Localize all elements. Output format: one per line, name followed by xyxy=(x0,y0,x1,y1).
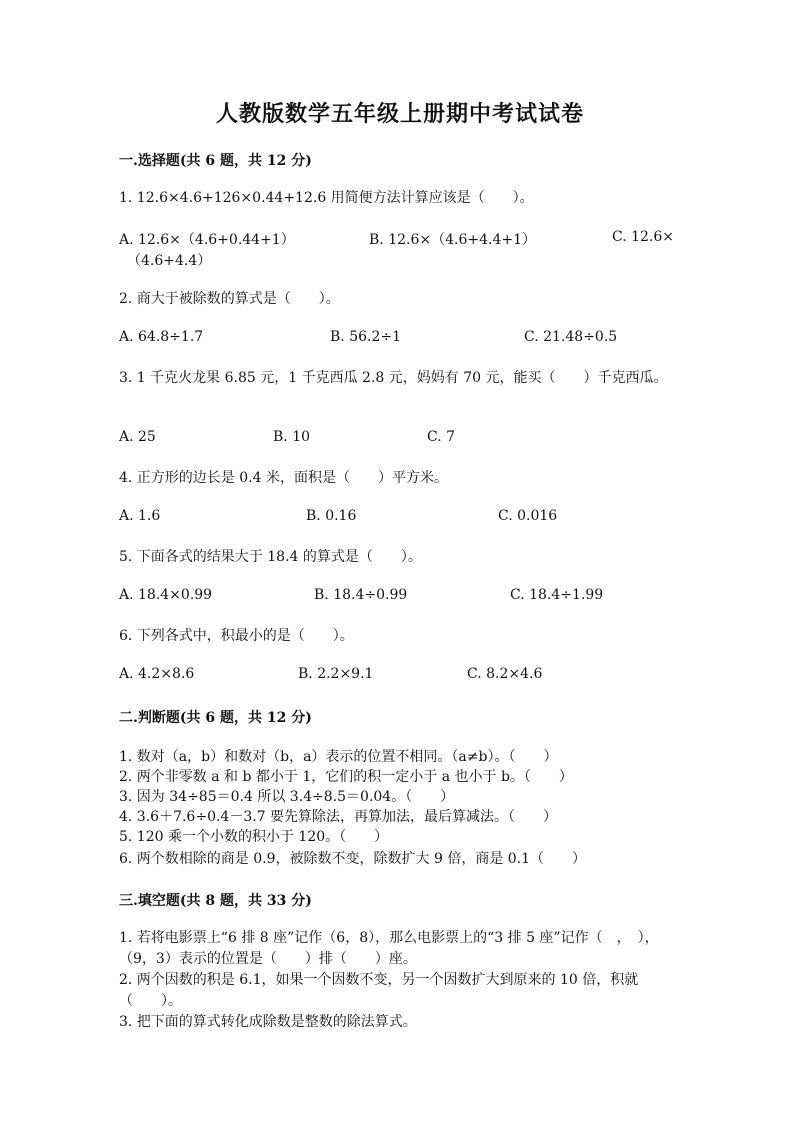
judgement-item: 4. 3.6＋7.6÷0.4－3.7 要先算除法，再算加法，最后算减法。（ ） xyxy=(119,809,558,825)
option-c: C. 21.48÷0.5 xyxy=(524,329,618,345)
option-a: A. 25 xyxy=(119,429,156,445)
section-header-fill-blank: 三.填空题(共 8 题，共 33 分) xyxy=(119,893,312,909)
option-a: A. 64.8÷1.7 xyxy=(119,329,204,345)
option-c: C. 7 xyxy=(427,429,456,445)
section-header-choice: 一.选择题(共 6 题，共 12 分) xyxy=(119,153,312,169)
option-b: B. 56.2÷1 xyxy=(330,329,401,345)
option-b: B. 12.6×（4.6+4.4+1） xyxy=(369,232,536,248)
option-c: C. 12.6× xyxy=(612,229,675,245)
question-text: 4. 正方形的边长是 0.4 米，面积是（ ）平方米。 xyxy=(119,470,448,486)
option-c: C. 0.016 xyxy=(498,508,558,524)
option-c: C. 18.4÷1.99 xyxy=(510,587,604,603)
question-text: 6. 下列各式中，积最小的是（ ）。 xyxy=(119,628,354,644)
judgement-item: 1. 数对（a，b）和数对（b，a）表示的位置不相同。（a≠b）。（ ） xyxy=(119,749,558,765)
fill-blank-item: 3. 把下面的算式转化成除数是整数的除法算式。 xyxy=(119,1014,417,1030)
option-b: B. 18.4÷0.99 xyxy=(314,587,408,603)
option-c: C. 8.2×4.6 xyxy=(467,666,543,682)
option-a: A. 12.6×（4.6+0.44+1） xyxy=(119,232,295,248)
option-a: A. 4.2×8.6 xyxy=(119,666,195,682)
option-b: B. 0.16 xyxy=(306,508,357,524)
fill-blank-item: 1. 若将电影票上“6 排 8 座”记作（6，8），那么电影票上的“3 排 5 座”记作（ ， ），（9，3）表示的位置是（ ）排（ ）座。 xyxy=(119,930,659,967)
question-text: 3. 1 千克火龙果 6.85 元，1 千克西瓜 2.8 元，妈妈有 70 元，能买（ ）千克西瓜。 xyxy=(119,370,668,386)
question-text: 5. 下面各式的结果大于 18.4 的算式是（ ）。 xyxy=(119,549,422,565)
question-text: 1. 12.6×4.6+126×0.44+12.6 用简便方法计算应该是（ ）。 xyxy=(119,190,534,206)
section-header-judgement: 二.判断题(共 6 题，共 12 分) xyxy=(119,710,312,726)
judgement-item: 3. 因为 34÷85＝0.4 所以 3.4÷8.5＝0.04。（ ） xyxy=(119,789,455,805)
option-c-continued: （4.6+4.4） xyxy=(127,253,212,269)
judgement-item: 6. 两个数相除的商是 0.9，被除数不变，除数扩大 9 倍，商是 0.1（ ） xyxy=(119,851,587,867)
fill-blank-item: 2. 两个因数的积是 6.1，如果一个因数不变，另一个因数扩大到原来的 10 倍，积就（ ）。 xyxy=(119,972,639,1009)
question-text: 2. 商大于被除数的算式是（ ）。 xyxy=(119,291,340,307)
judgement-item: 2. 两个非零数 a 和 b 都小于 1，它们的积一定小于 a 也小于 b。（ ） xyxy=(119,769,573,785)
option-b: B. 2.2×9.1 xyxy=(298,666,374,682)
option-a: A. 1.6 xyxy=(119,508,161,524)
option-a: A. 18.4×0.99 xyxy=(119,587,213,603)
judgement-item: 5. 120 乘一个小数的积小于 120。（ ） xyxy=(119,829,389,845)
page-title: 人教版数学五年级上册期中考试试卷 xyxy=(215,101,584,127)
option-b: B. 10 xyxy=(273,429,311,445)
